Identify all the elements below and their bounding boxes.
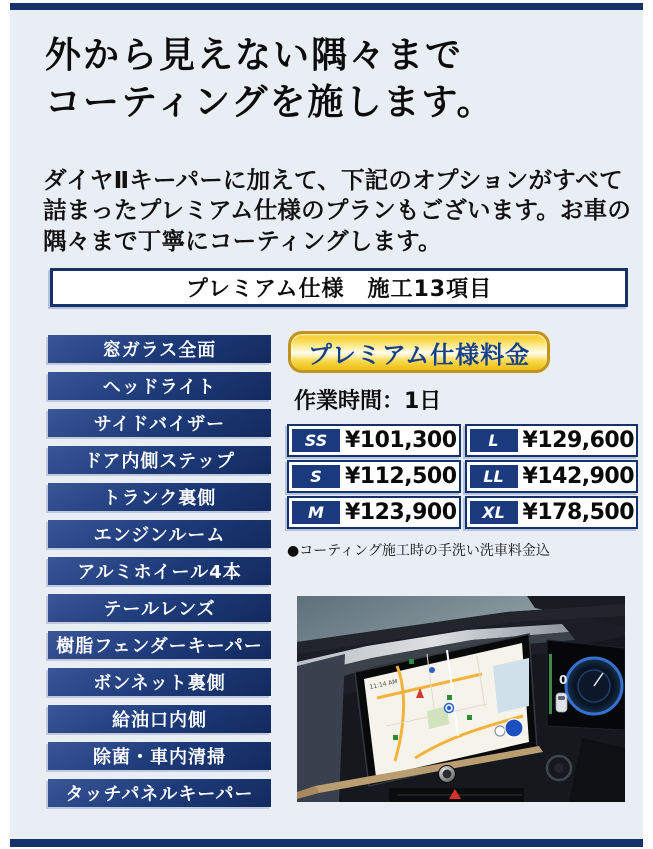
instrument-cluster — [547, 640, 625, 730]
coverage-item-fuel-lid: 給油口内側 — [48, 705, 271, 733]
page-title-line2: コーティングを施します。 — [45, 80, 495, 123]
coverage-list — [48, 335, 271, 816]
section-title-box — [50, 268, 628, 307]
page-title — [45, 32, 495, 126]
dashboard-photo — [297, 596, 625, 802]
premium-price-badge — [288, 331, 550, 373]
coverage-item-resin-fender: 樹脂フェンダーキーパー — [48, 631, 271, 659]
page-frame — [10, 3, 643, 847]
price-cell-xl — [465, 496, 639, 529]
price-value-ss: ¥101,300 — [345, 428, 457, 453]
size-tag-m: M — [292, 501, 340, 524]
coverage-item-headlight: ヘッドライト — [48, 372, 271, 400]
size-tag-ss: SS — [292, 429, 340, 452]
price-value-s: ¥112,500 — [345, 464, 457, 489]
coverage-item-touch-panel: タッチパネルキーパー — [48, 779, 271, 807]
coverage-item-engine-room: エンジンルーム — [48, 520, 271, 548]
price-cell-ss — [287, 424, 461, 457]
cluster-speed-value: 0 — [559, 673, 568, 687]
cluster-charge-bar — [549, 654, 552, 714]
size-tag-l: L — [470, 429, 518, 452]
price-table — [287, 424, 635, 529]
size-tag-s: S — [292, 465, 340, 488]
coverage-item-trunk-back: トランク裏側 — [48, 483, 271, 511]
map-water — [493, 658, 529, 713]
page-title-line1: 外から見えない隅々まで — [45, 34, 464, 76]
coverage-item-window-glass: 窓ガラス全面 — [48, 335, 271, 363]
price-cell-ll — [465, 460, 639, 493]
price-value-ll: ¥142,900 — [522, 464, 635, 489]
cluster-car-icon — [556, 693, 567, 712]
price-value-l: ¥129,600 — [522, 428, 635, 453]
price-cell-s — [287, 460, 461, 493]
map-compass-button — [505, 719, 523, 737]
work-time-label: 作業時間：1日 — [294, 389, 442, 414]
size-tag-ll: LL — [470, 465, 518, 488]
coverage-item-alloy-wheels: アルミホイール4本 — [48, 557, 271, 585]
section-title: プレミアム仕様 施工13項目 — [185, 277, 493, 302]
intro-paragraph: ダイヤⅡキーパーに加えて、下記のオプションがすべて詰まったプレミアム仕様のプランもございます。お車の隅々まで丁寧にコーティングします。 — [43, 165, 632, 255]
price-value-xl: ¥178,500 — [522, 500, 635, 525]
price-cell-l — [465, 424, 639, 457]
coverage-item-side-visor: サイドバイザー — [48, 409, 271, 437]
coverage-item-bonnet-back: ボンネット裏側 — [48, 668, 271, 696]
coverage-item-tail-lens: テールレンズ — [48, 594, 271, 622]
dashboard-photo-illustration — [297, 596, 625, 802]
map-clock: 11:14 AM — [368, 678, 399, 691]
left-door-trim — [297, 654, 345, 802]
size-tag-xl: XL — [470, 501, 518, 524]
price-value-m: ¥123,900 — [345, 500, 457, 525]
price-note: ●コーティング施工時の手洗い洗車料金込 — [287, 543, 550, 559]
premium-price-badge-label: プレミアム仕様料金 — [307, 340, 531, 369]
coverage-item-sanitize-interior: 除菌・車内清掃 — [48, 742, 271, 770]
coverage-item-door-step: ドア内側ステップ — [48, 446, 271, 474]
price-cell-m — [287, 496, 461, 529]
map-search-icon — [495, 726, 505, 736]
